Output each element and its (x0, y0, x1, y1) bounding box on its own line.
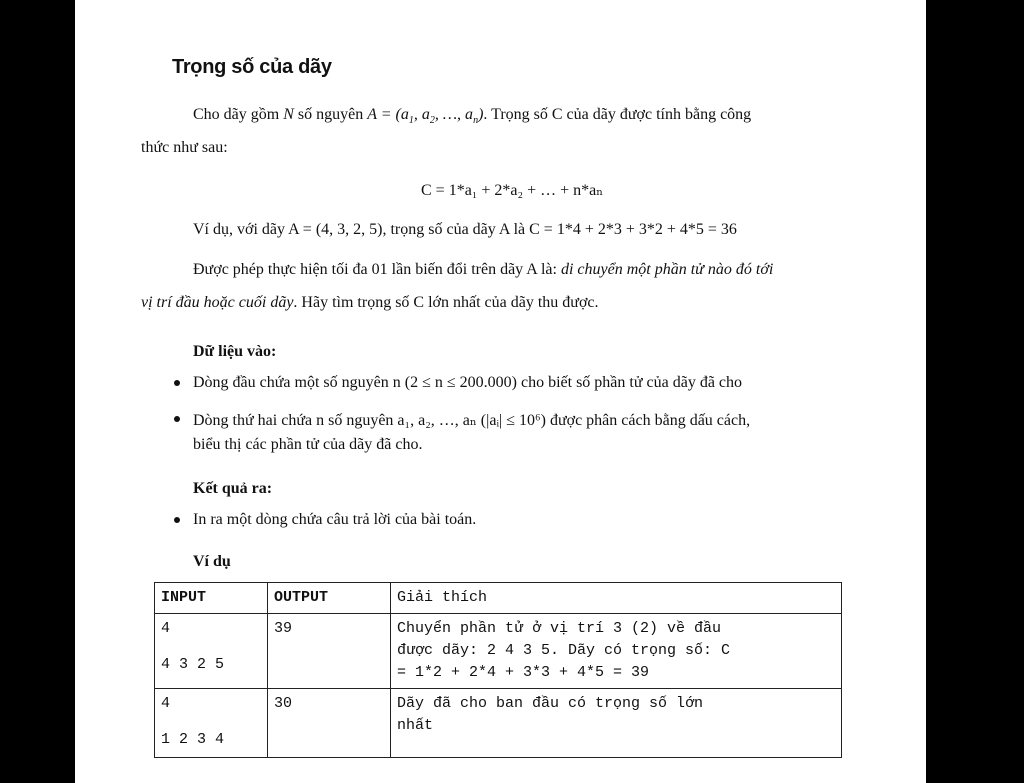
row-explanation: Dãy đã cho ban đầu có trọng số lớn nhất (391, 689, 842, 758)
input-bullet-1: Dòng đầu chứa một số nguyên n (2 ≤ n ≤ 200.000) cho biết số phần tử của dãy đã cho (193, 374, 743, 391)
table-row (155, 689, 842, 758)
header-explanation: Giải thích (391, 583, 842, 614)
intro-line-2: thức như sau: (141, 139, 228, 156)
example-table (154, 582, 842, 758)
bullet-icon (174, 380, 180, 386)
allowed-operation-line-1: Được phép thực hiện tối đa 01 lần biến đổi trên dãy A là: di chuyển một phần tử nào đó tới (193, 261, 774, 278)
intro-paragraph: Cho dãy gồm N số nguyên $A = (a_1$, $a_2$, …, $a_n$). Trọng số C của dãy được tính bằng công (193, 106, 752, 127)
example-heading: Ví dụ (193, 553, 231, 570)
document-page (75, 0, 926, 783)
input-heading: Dữ liệu vào: (193, 343, 277, 360)
output-bullet-1: In ra một dòng chứa câu trả lời của bài toán. (193, 511, 477, 528)
row-output: 30 (268, 689, 391, 758)
weight-formula: C = 1*a₁ + 2*a₂ + … + n*aₙ (421, 182, 604, 199)
problem-title: Trọng số của dãy (172, 56, 332, 78)
table-row (155, 614, 842, 689)
bullet-icon (174, 517, 180, 523)
row-input: 4 4 3 2 5 (155, 614, 268, 689)
table-header-row (155, 583, 842, 614)
output-heading: Kết quả ra: (193, 480, 273, 497)
row-explanation: Chuyển phần tử ở vị trí 3 (2) về đầu được dãy: 2 4 3 5. Dãy có trọng số: C = 1*2 + 2*4 + 3*3 + 4*5 = 39 (391, 614, 842, 689)
allowed-operation-line-2: vị trí đầu hoặc cuối dãy. Hãy tìm trọng số C lớn nhất của dãy thu được. (141, 294, 599, 311)
input-bullet-2-line-1: Dòng thứ hai chứa n số nguyên a₁, a₂, …, aₙ (|aᵢ| ≤ 10⁶) được phân cách bằng dấu cách, (193, 412, 751, 429)
header-input: INPUT (155, 583, 268, 614)
row-output: 39 (268, 614, 391, 689)
input-bullet-2-line-2: biểu thị các phần tử của dãy đã cho. (193, 436, 423, 453)
example-sentence: Ví dụ, với dãy A = (4, 3, 2, 5), trọng số của dãy A là C = 1*4 + 2*3 + 3*2 + 4*5 = 36 (193, 221, 737, 238)
header-output: OUTPUT (268, 583, 391, 614)
row-input: 4 1 2 3 4 (155, 689, 268, 758)
bullet-icon (174, 416, 180, 422)
sequence-expression: $A = (a_1$, $a_2$, …, $a_n$) (367, 106, 484, 127)
